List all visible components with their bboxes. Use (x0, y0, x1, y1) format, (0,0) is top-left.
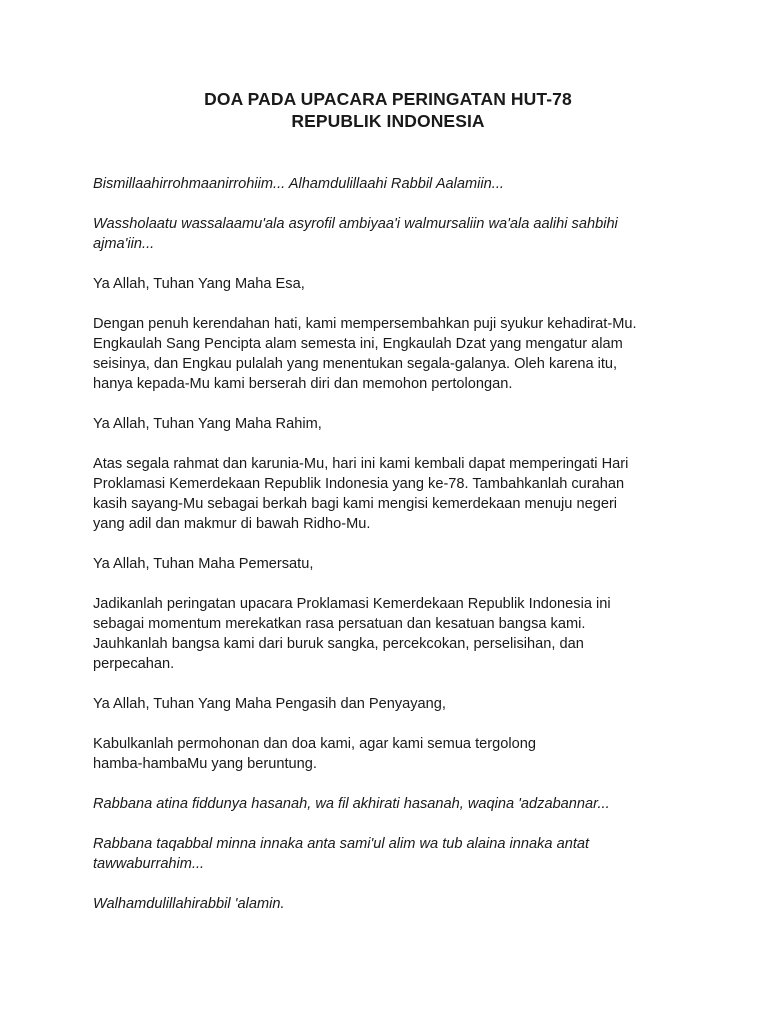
paragraph-line: Ya Allah, Tuhan Yang Maha Rahim, (93, 416, 322, 432)
paragraph (93, 214, 683, 254)
paragraph (93, 554, 683, 574)
paragraph-line: Proklamasi Kemerdekaan Republik Indonesia yang ke-78. Tambahkanlah curahan (93, 476, 625, 492)
paragraph-line: kasih sayang-Mu sebagai berkah bagi kami mengisi kemerdekaan menuju negeri (93, 496, 618, 512)
paragraph (93, 894, 683, 914)
paragraph-line: Dengan penuh kerendahan hati, kami mempersembahkan puji syukur kehadirat-Mu. (93, 316, 637, 332)
paragraph-line: Atas segala rahmat dan karunia-Mu, hari ini kami kembali dapat memperingati Hari (93, 456, 629, 472)
paragraph-line: Rabbana atina fiddunya hasanah, wa fil akhirati hasanah, waqina 'adzabannar... (93, 796, 610, 812)
paragraph-line: ajma'iin... (93, 236, 155, 252)
title-line: DOA PADA UPACARA PERINGATAN HUT-78 (204, 89, 572, 109)
paragraph-line: Engkaulah Sang Pencipta alam semesta ini, Engkaulah Dzat yang mengatur alam (93, 336, 623, 352)
paragraph (93, 794, 683, 814)
paragraph (93, 734, 683, 774)
paragraph-line: Jauhkanlah bangsa kami dari buruk sangka, percekcokan, perselisihan, dan (93, 636, 584, 652)
paragraph (93, 594, 683, 674)
paragraph-line: seisinya, dan Engkau pulalah yang menentukan segala-galanya. Oleh karena itu, (93, 356, 618, 372)
paragraph-line: perpecahan. (93, 656, 175, 672)
paragraph-line: Bismillaahirrohmaanirrohiim... Alhamdulillaahi Rabbil Aalamiin... (93, 176, 504, 192)
paragraph-line: Ya Allah, Tuhan Maha Pemersatu, (93, 556, 314, 572)
paragraph (93, 694, 683, 714)
document-body (93, 174, 683, 914)
paragraph-line: Ya Allah, Tuhan Yang Maha Esa, (93, 276, 305, 292)
paragraph-line: Wassholaatu wassalaamu'ala asyrofil ambiyaa'i walmursaliin wa'ala aalihi sahbihi (93, 216, 618, 232)
paragraph-line: Kabulkanlah permohonan dan doa kami, agar kami semua tergolong (93, 736, 536, 752)
document-title (93, 88, 683, 132)
paragraph (93, 454, 683, 534)
paragraph-line: Ya Allah, Tuhan Yang Maha Pengasih dan Penyayang, (93, 696, 446, 712)
document-page (93, 88, 683, 934)
paragraph-line: hamba-hambaMu yang beruntung. (93, 756, 317, 772)
paragraph (93, 414, 683, 434)
paragraph (93, 274, 683, 294)
paragraph-line: Walhamdulillahirabbil 'alamin. (93, 896, 285, 912)
paragraph-line: hanya kepada-Mu kami berserah diri dan memohon pertolongan. (93, 376, 513, 392)
paragraph (93, 834, 683, 874)
paragraph-line: Rabbana taqabbal minna innaka anta sami'ul alim wa tub alaina innaka antat (93, 836, 590, 852)
paragraph-line: Jadikanlah peringatan upacara Proklamasi Kemerdekaan Republik Indonesia ini (93, 596, 611, 612)
paragraph (93, 174, 683, 194)
paragraph-line: yang adil dan makmur di bawah Ridho-Mu. (93, 516, 371, 532)
paragraph-line: tawwaburrahim... (93, 856, 205, 872)
title-line: REPUBLIK INDONESIA (291, 111, 485, 131)
paragraph (93, 314, 683, 394)
paragraph-line: sebagai momentum merekatkan rasa persatuan dan kesatuan bangsa kami. (93, 616, 586, 632)
